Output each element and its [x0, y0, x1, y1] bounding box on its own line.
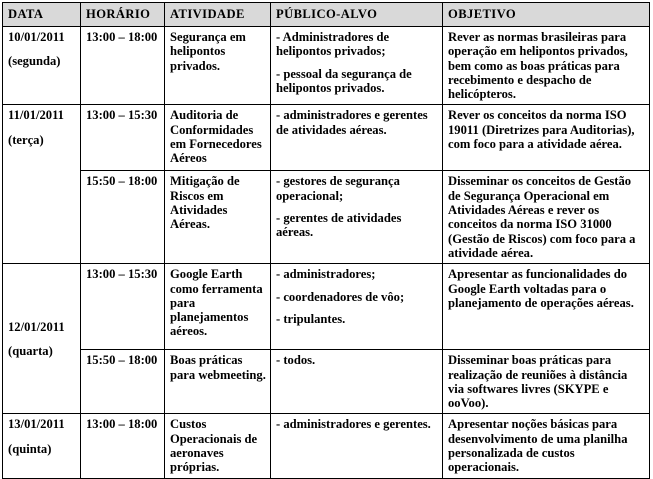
schedule-row: [3, 105, 650, 171]
objective-cell: Disseminar os conceitos de Gestão de Segurança Operacional em Atividades Aéreas e rever os conceitos da norma ISO 31000 (Gestão de Riscos) com foco para a atividade aérea.: [443, 171, 650, 264]
schedule-row: [3, 27, 650, 105]
date-text: 11/01/2011: [8, 108, 64, 123]
audience-item: - administradores;: [276, 267, 376, 282]
activity-cell: Boas práticas para webmeeting.: [165, 350, 271, 414]
date-spacer: [8, 44, 76, 54]
schedule-row: [3, 264, 650, 350]
time-cell: 13:00 – 15:30: [81, 264, 165, 350]
header-audience: PÚBLICO-ALVO: [271, 3, 443, 27]
audience-cell: [271, 264, 443, 350]
date-text: 10/01/2011: [8, 30, 65, 44]
schedule-row: [3, 171, 650, 264]
time-cell: 15:50 – 18:00: [81, 350, 165, 414]
date-text: 13/01/2011: [8, 417, 65, 432]
weekday-text: (segunda): [8, 54, 61, 69]
audience-item: - Administradores de helipontos privados;: [276, 30, 390, 59]
header-row: [3, 3, 650, 27]
activity-cell: Auditoria de Conformidades em Fornecedores Aéreos: [165, 105, 271, 171]
weekday-text: (terça): [8, 132, 44, 147]
audience-item: - administradores e gerentes de atividades aéreas.: [276, 108, 428, 137]
schedule-row: [3, 350, 650, 414]
objective-cell: Disseminar boas práticas para realização de reuniões à distância via softwares livres (SKYPE e ooVoo).: [443, 350, 650, 414]
table-header: [3, 3, 650, 27]
audience-cell: [271, 171, 443, 264]
header-activity: ATIVIDADE: [165, 3, 271, 27]
activity-cell: Mitigação de Riscos em Atividades Aéreas.: [165, 171, 271, 264]
audience-item: - tripulantes.: [276, 311, 346, 326]
training-schedule-table: [2, 2, 650, 479]
header-objective: OBJETIVO: [443, 3, 650, 27]
audience-spacer: [276, 282, 438, 290]
objective-cell: Rever as normas brasileiras para operação em helipontos privados, bem como as boas práticas para recebimento e despacho de helicópteros.: [443, 27, 650, 105]
schedule-row: [3, 414, 650, 478]
date-spacer: [8, 432, 76, 442]
activity-cell: Segurança em helipontos privados.: [165, 27, 271, 105]
table-body: [3, 27, 650, 479]
audience-spacer: [276, 59, 438, 67]
objective-cell: Apresentar as funcionalidades do Google Earth voltadas para o planejamento de operações aéreas.: [443, 264, 650, 350]
weekday-text: (quinta): [8, 441, 52, 456]
time-cell: 13:00 – 15:30: [81, 105, 165, 171]
objective-cell: Rever os conceitos da norma ISO 19011 (Diretrizes para Auditorias), com foco para a atividade aérea.: [443, 105, 650, 171]
audience-spacer: [276, 304, 438, 312]
audience-item: - coordenadores de vôo;: [276, 289, 405, 304]
date-spacer: [8, 334, 76, 344]
date-spacer: [8, 123, 76, 133]
audience-spacer: [276, 203, 438, 211]
header-date: DATA: [3, 3, 81, 27]
date-cell: [3, 414, 81, 478]
date-cell: [3, 27, 81, 105]
audience-item: - gerentes de atividades aéreas.: [276, 211, 402, 240]
activity-cell: Custos Operacionais de aeronaves próprias.: [165, 414, 271, 478]
header-time: HORÁRIO: [81, 3, 165, 27]
audience-cell: [271, 350, 443, 414]
activity-cell: Google Earth como ferramenta para planejamentos aéreos.: [165, 264, 271, 350]
objective-cell: Apresentar noções básicas para desenvolvimento de uma planilha personalizada de custos operacionais.: [443, 414, 650, 478]
audience-item: - administradores e gerentes.: [276, 417, 431, 432]
weekday-text: (quarta): [8, 343, 53, 358]
audience-cell: [271, 27, 443, 105]
audience-item: - todos.: [276, 353, 316, 368]
date-cell: [3, 264, 81, 414]
audience-cell: [271, 105, 443, 171]
audience-cell: [271, 414, 443, 478]
time-cell: 15:50 – 18:00: [81, 171, 165, 264]
date-cell: [3, 105, 81, 264]
audience-item: - pessoal da segurança de helipontos privados.: [276, 66, 412, 95]
time-cell: 13:00 – 18:00: [81, 27, 165, 105]
audience-item: - gestores de segurança operacional;: [276, 174, 400, 203]
date-text: 12/01/2011: [8, 319, 65, 334]
time-cell: 13:00 – 18:00: [81, 414, 165, 478]
